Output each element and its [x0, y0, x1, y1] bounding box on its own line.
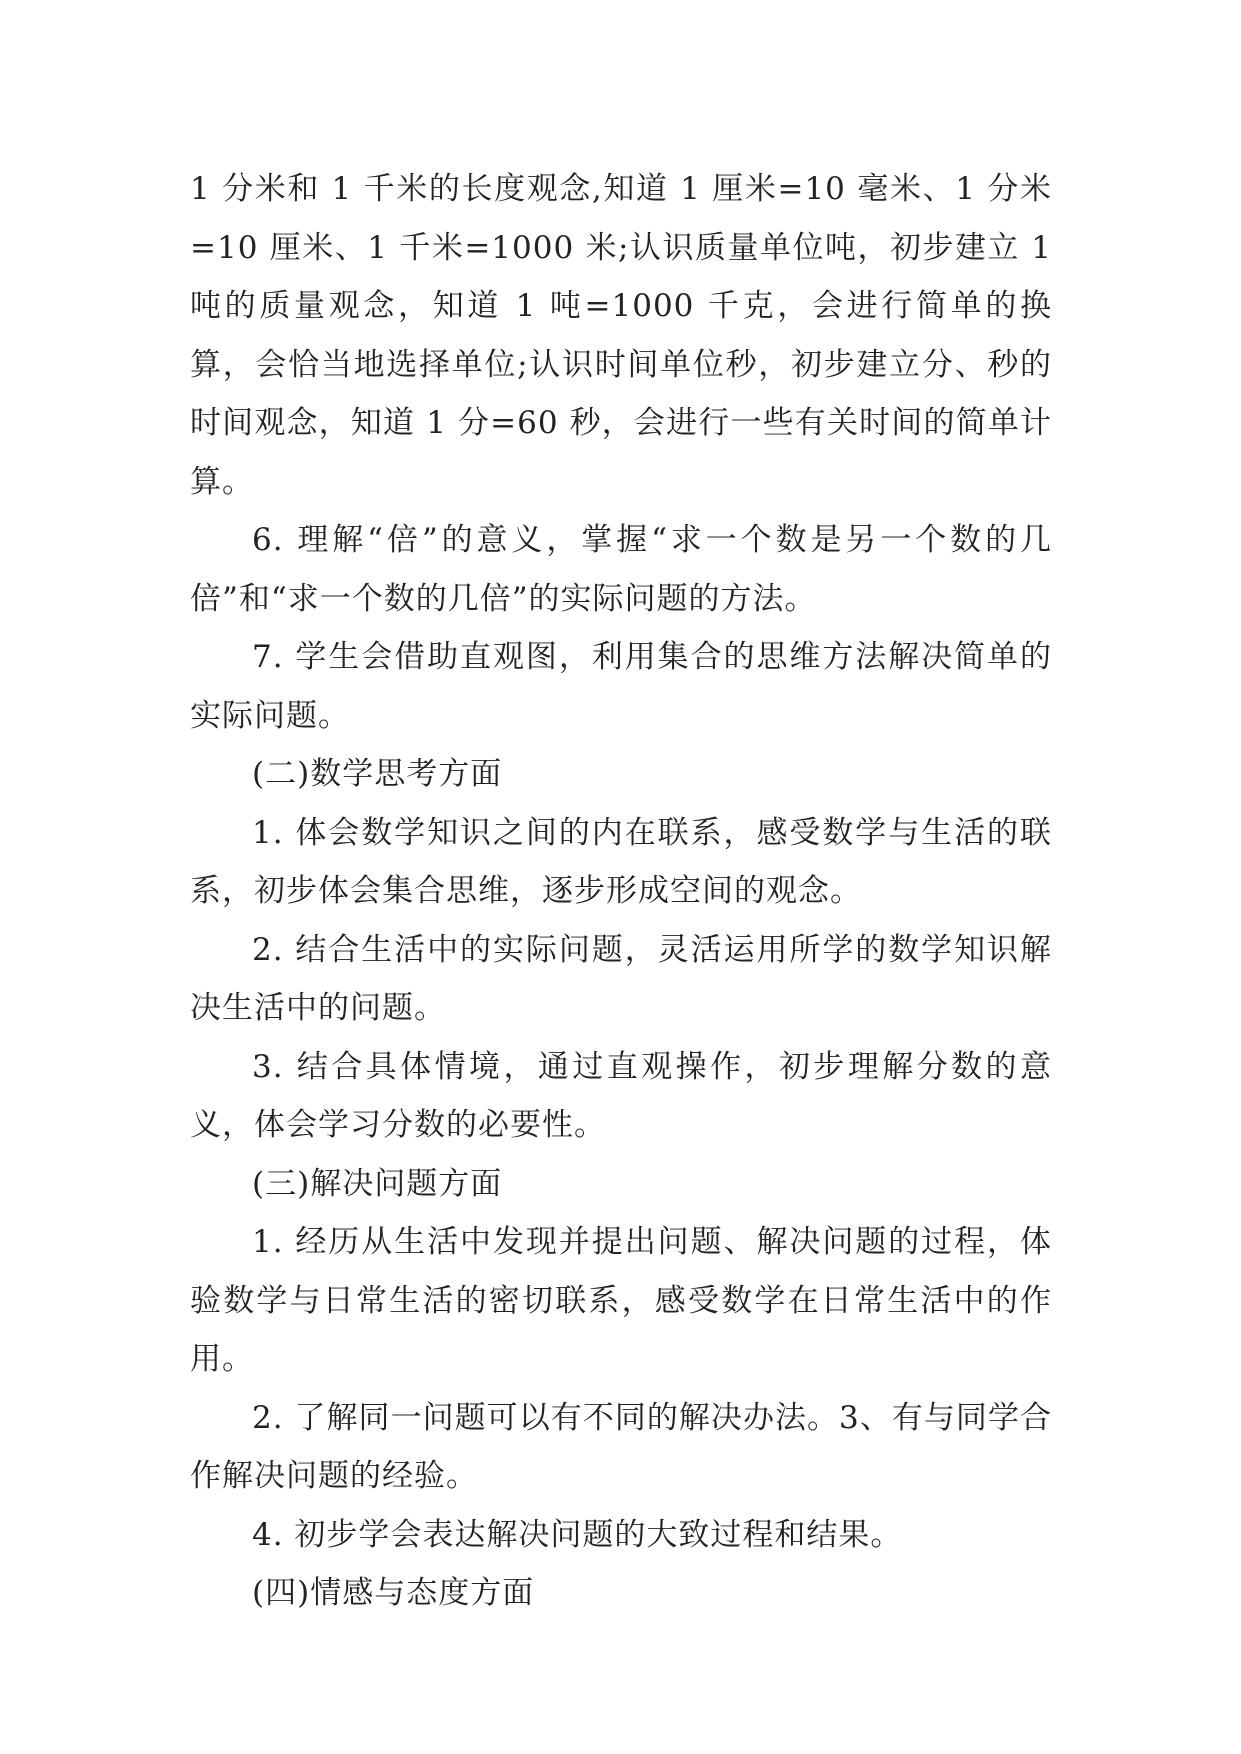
- paragraph-item-7: 7. 学生会借助直观图，利用集合的思维方法解决简单的实际问题。: [190, 639, 1052, 734]
- section-heading-emotion-attitude: (四)情感与态度方面: [252, 1575, 535, 1611]
- paragraph-measurement-units: 1 分米和 1 千米的长度观念,知道 1 厘米=10 毫米、1 分米=10 厘米、1 千米=1000 米;认识质量单位吨，初步建立 1 吨的质量观念，知道 1 吨=1000 千克，会进行简单的换算，会恰当地选择单位;认识时间单位秒，初步建立分、秒的时间观念，知道 1 分=60 秒，会进行一些有关时间的简单计算。: [190, 171, 1052, 500]
- paragraph-solving-item-1: 1. 经历从生活中发现并提出问题、解决问题的过程，体验数学与日常生活的密切联系，感受数学在日常生活中的作用。: [190, 1224, 1052, 1377]
- paragraph-solving-item-2: 2. 了解同一问题可以有不同的解决办法。3、有与同学合作解决问题的经验。: [190, 1399, 1052, 1494]
- paragraph-thinking-item-3: 3. 结合具体情境，通过直观操作，初步理解分数的意义，体会学习分数的必要性。: [190, 1048, 1052, 1143]
- paragraph-thinking-item-2: 2. 结合生活中的实际问题，灵活运用所学的数学知识解决生活中的问题。: [190, 931, 1052, 1026]
- paragraph-thinking-item-1: 1. 体会数学知识之间的内在联系，感受数学与生活的联系，初步体会集合思维，逐步形成空间的观念。: [190, 814, 1052, 909]
- section-heading-problem-solving: (三)解决问题方面: [252, 1165, 503, 1202]
- document-body: [190, 160, 1052, 1623]
- paragraph-item-6: 6. 理解“倍”的意义，掌握“求一个数是另一个数的几倍”和“求一个数的几倍”的实际问题的方法。: [190, 522, 1052, 617]
- paragraph-solving-item-4: 4. 初步学会表达解决问题的大致过程和结果。: [252, 1516, 903, 1553]
- section-heading-math-thinking: (二)数学思考方面: [252, 756, 503, 792]
